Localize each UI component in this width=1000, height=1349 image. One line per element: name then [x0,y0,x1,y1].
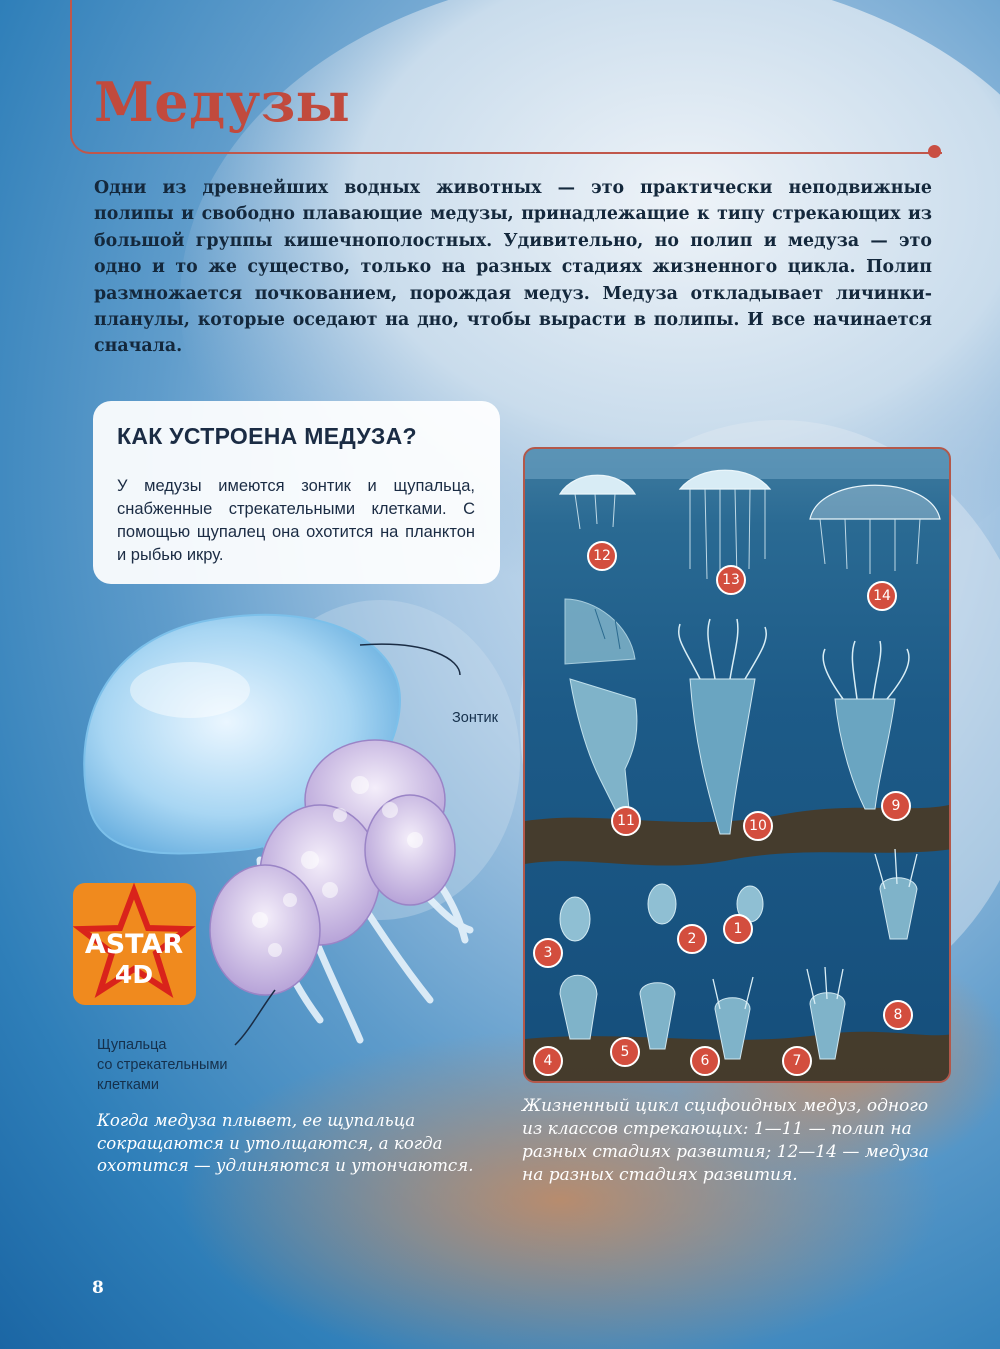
info-box-text: У медузы имеются зонтик и щупальца, снабженные стрекательными клетками. С помощью щупалец она охотится на планктон и рыбью икру. [117,477,475,564]
lifecycle-marker-9: 9 [881,791,911,821]
tentacles-label-line-2: со стрекательными [97,1057,228,1073]
lifecycle-illustration [525,449,951,1083]
lifecycle-panel [523,447,951,1083]
lifecycle-marker-4: 4 [533,1046,563,1076]
info-box-title: КАК УСТРОЕНА МЕДУЗА? [117,423,417,449]
lifecycle-marker-14: 14 [867,581,897,611]
info-box [93,401,500,584]
title-frame-dot [928,145,941,158]
lifecycle-marker-8: 8 [883,1000,913,1030]
lifecycle-marker-5: 5 [610,1037,640,1067]
tentacles-label-line-3: клетками [97,1077,159,1093]
astar-4d-logo [73,883,196,1005]
lifecycle-marker-7: 7 [782,1046,812,1076]
page-number: 8 [92,1278,104,1298]
jellyfish-illustration [60,600,500,1080]
lifecycle-marker-6: 6 [690,1046,720,1076]
star-icon [73,883,196,1005]
lifecycle-marker-10: 10 [743,811,773,841]
page-title: Медузы [94,70,351,134]
lifecycle-marker-3: 3 [533,938,563,968]
tentacles-label-line-1: Щупальца [97,1037,167,1053]
jellyfish-caption: Когда медуза плывет, ее щупальца сокращаются и утолщаются, а когда охотится — удлиняются и утончаются. [97,1111,474,1175]
lifecycle-marker-11: 11 [611,806,641,836]
logo-text-line-1: ASTAR [84,929,184,960]
lifecycle-marker-13: 13 [716,565,746,595]
intro-paragraph: Одни из древнейших водных животных — это практически неподвижные полипы и свободно плавающие медузы, принадлежащие к типу стрекающих из большой группы кишечнополостных. Удивительно, но полип и медуза — это одно и то же существо, только на разных стадиях жизненного цикла. Полип размножается почкованием, порождая медуз. Медуза откладывает личинки-планулы, которые оседают на дно, чтобы вырасти в полипы. И все начинается сначала. [94,178,932,357]
lifecycle-marker-1: 1 [723,914,753,944]
lifecycle-caption: Жизненный цикл сцифоидных медуз, одного из классов стрекающих: 1—11 — полип на разных стадиях развития; 12—14 — медуза на разных стадиях развития. [522,1096,929,1185]
logo-text-line-2: 4D [114,960,154,989]
lifecycle-marker-12: 12 [587,541,617,571]
umbrella-label: Зонтик [452,710,498,726]
lifecycle-marker-2: 2 [677,924,707,954]
